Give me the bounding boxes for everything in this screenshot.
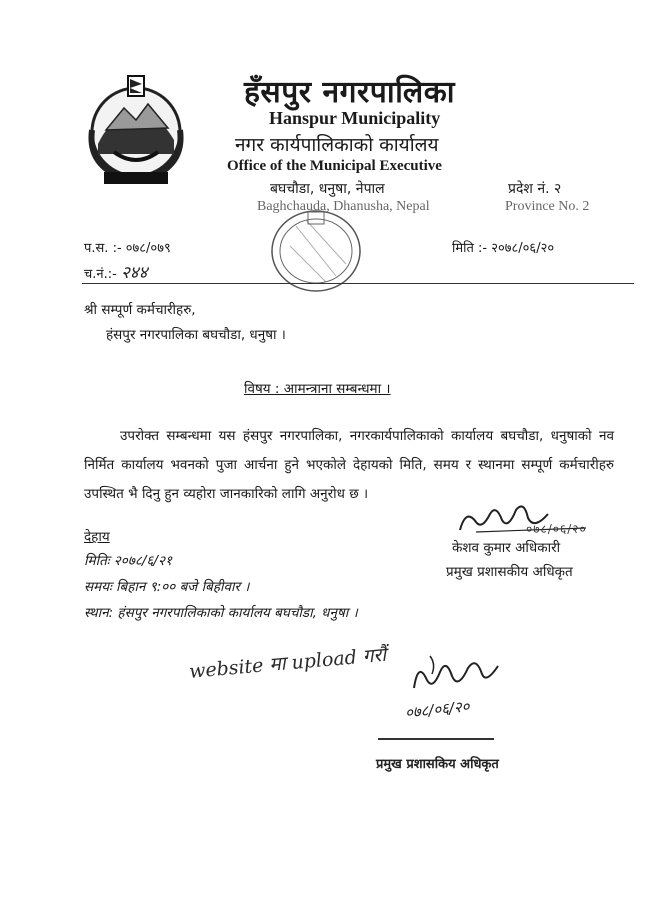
address-english: Baghchauda, Dhanusha, Nepal (257, 199, 430, 214)
address-nepali: बघचौडा, धनुषा, नेपाल (270, 181, 385, 197)
letter-date: मिति :- २०७८/०६/२० (452, 241, 555, 256)
municipality-name-nepali: हँसपुर नगरपालिका (244, 75, 456, 110)
handwritten-date: ०७८/०६/२० (404, 697, 471, 722)
letter-body-text: उपरोक्त सम्बन्धमा यस हंसपुर नगरपालिका, नगरकार्यपालिकाको कार्यालय बघचौडा, धनुषाको नव निर्मित कार्यालय भवनको पुजा आर्चना हुने भएकोले देहायको मिति, समय र स्थानमा सम्पूर्ण कर्मचारीहरु उपस्थित भै दिनु हुन व्यहोरा जानकारिको लागि अनुरोध छ । (84, 428, 614, 502)
event-date: मितिः २०७८/६/२१ (84, 553, 173, 569)
handwritten-note: website मा upload गरौं (188, 643, 388, 683)
municipality-name-english: Hanspur Municipality (269, 108, 441, 128)
dispatch-number (84, 260, 147, 283)
handwritten-underline (378, 738, 494, 740)
letter-body (84, 422, 614, 509)
event-place: स्थान: हंसपुर नगरपालिकाको कार्यालय बघचौडा, धनुषा । (84, 605, 358, 621)
dispatch-number-label: च.नं.:- (84, 267, 117, 282)
signatory-name: केशव कुमार अधिकारी (452, 540, 561, 556)
province-nepali: प्रदेश नं. २ (508, 181, 562, 197)
event-time: समयः बिहान ९:०० बजे बिहीवार । (84, 579, 250, 595)
dispatch-number-value: २४४ (120, 263, 148, 283)
header-divider (82, 283, 634, 284)
addressee-line-1: श्री सम्पूर्ण कर्मचारीहरु, (84, 302, 196, 318)
government-emblem (84, 70, 188, 190)
reference-number: प.स. :- ०७८/०७९ (84, 241, 171, 256)
signatory-title: प्रमुख प्रशासकीय अधिकृत (446, 564, 573, 580)
office-name-english: Office of the Municipal Executive (227, 158, 442, 174)
letter-subject: विषय : आमन्त्राना सम्बन्धमा । (244, 381, 391, 397)
province-english: Province No. 2 (505, 199, 590, 214)
details-heading: देहाय (84, 529, 110, 545)
office-name-nepali: नगर कार्यपालिकाको कार्यालय (235, 134, 439, 156)
addressee-line-2: हंसपुर नगरपालिका बघचौडा, धनुषा । (106, 327, 286, 343)
officer-stamp-title: प्रमुख प्रशासकिय अधिकृत (376, 757, 499, 772)
signature-date: ०७८/०६/२० (526, 522, 587, 536)
